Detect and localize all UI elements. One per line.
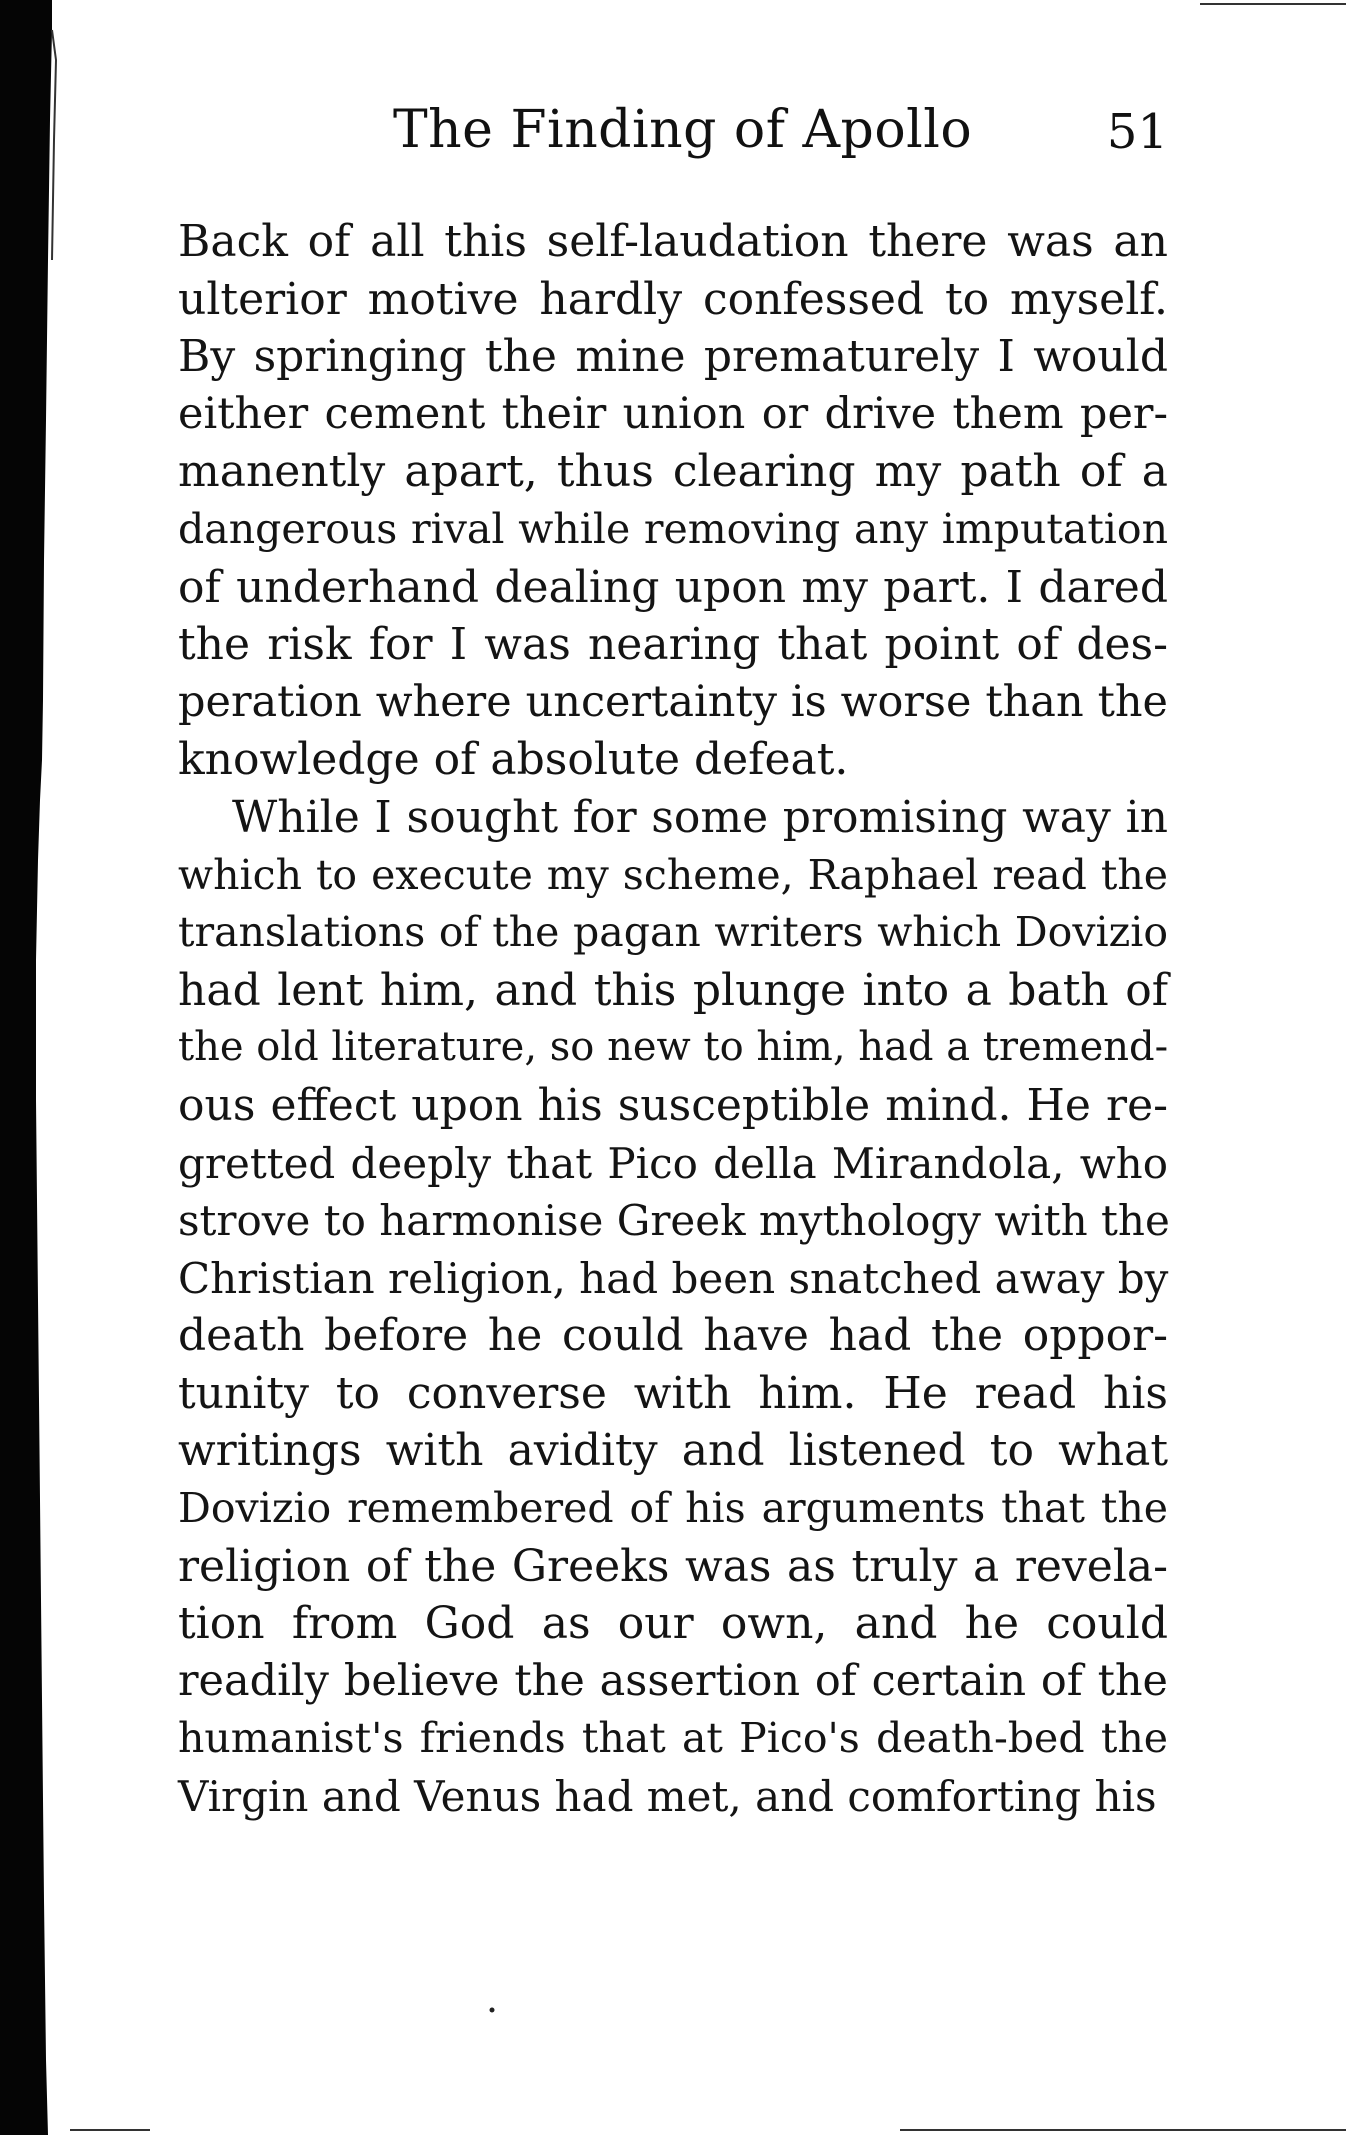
text-line: dangerous rival while removing any imputation bbox=[178, 504, 1168, 553]
text-line: ulterior motive hardly confessed to myself. bbox=[178, 273, 1168, 325]
scanned-binding-edge bbox=[0, 0, 62, 2135]
text-line: knowledge of absolute defeat. bbox=[178, 734, 849, 786]
text-line: tion from God as our own, and he could bbox=[178, 1598, 1168, 1650]
text-line: gretted deeply that Pico della Mirandola, who bbox=[178, 1138, 1168, 1188]
text-line: peration where uncertainty is worse than the bbox=[178, 676, 1168, 727]
page-header bbox=[178, 100, 1168, 180]
text-line: had lent him, and this plunge into a bath of bbox=[178, 964, 1168, 1016]
text-line: While I sought for some promising way in bbox=[232, 791, 1168, 843]
text-line: which to execute my scheme, Raphael read the bbox=[178, 850, 1168, 899]
text-line: readily believe the assertion of certain of the bbox=[178, 1655, 1168, 1706]
body-text bbox=[178, 213, 1168, 1826]
text-line: religion of the Greeks was as truly a revela- bbox=[178, 1540, 1168, 1592]
text-line: By springing the mine prematurely I would bbox=[178, 331, 1168, 383]
text-line: writings with avidity and listened to what bbox=[178, 1425, 1168, 1477]
text-line: of underhand dealing upon my part. I dared bbox=[178, 561, 1168, 613]
text-line: the old literature, so new to him, had a tremend- bbox=[178, 1024, 1169, 1071]
text-line: strove to harmonise Greek mythology with the bbox=[178, 1196, 1170, 1246]
text-line: Dovizio remembered of his arguments that the bbox=[178, 1484, 1168, 1533]
page-number: 51 bbox=[1106, 104, 1168, 160]
text-line: manently apart, thus clearing my path of a bbox=[178, 446, 1168, 498]
text-line: either cement their union or drive them per- bbox=[178, 388, 1168, 439]
running-title: The Finding of Apollo bbox=[393, 100, 973, 160]
text-line: Christian religion, had been snatched away by bbox=[178, 1253, 1169, 1303]
text-line: translations of the pagan writers which Dovizio bbox=[178, 908, 1168, 957]
text-line: humanist's friends that at Pico's death-bed the bbox=[178, 1714, 1168, 1763]
text-line: tunity to converse with him. He read his bbox=[178, 1367, 1168, 1419]
text-line: the risk for I was nearing that point of des- bbox=[178, 619, 1168, 671]
text-line: Back of all this self-laudation there was an bbox=[178, 216, 1168, 267]
text-line: ous effect upon his susceptible mind. He re- bbox=[178, 1079, 1168, 1131]
text-line: death before he could have had the oppor- bbox=[178, 1310, 1168, 1362]
text-line: Virgin and Venus had met, and comforting his bbox=[178, 1772, 1157, 1822]
